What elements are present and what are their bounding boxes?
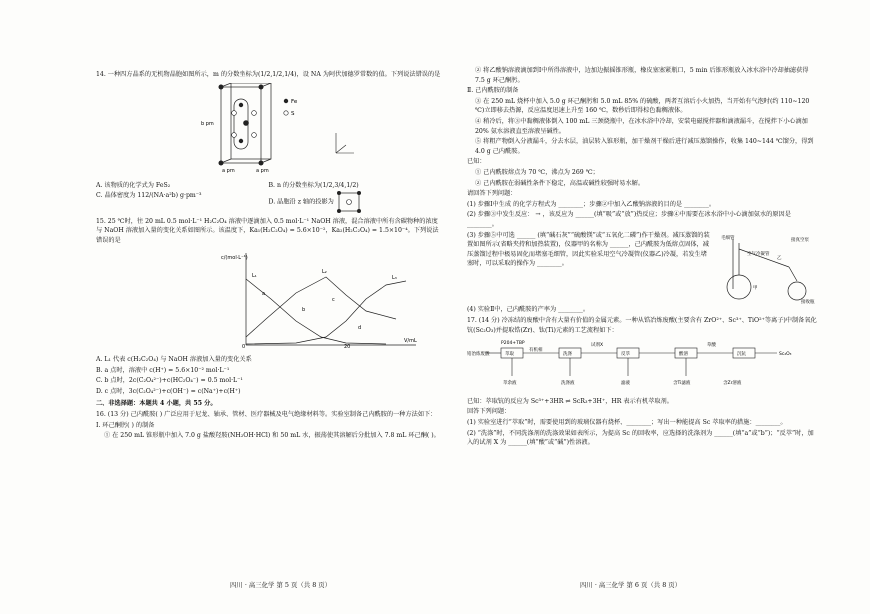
q16-known-title: 已知： [467, 158, 486, 166]
label-jia: 甲 [753, 285, 758, 291]
q14-option-d-text: D. 晶胞沿 z 轴的投影为 [268, 198, 334, 206]
q16-sub-2: (2) 步骤③中发生反应： → ，该反应为 ______(填“吸”或“放”)热反应；步骤④中需要在冰水浴中小心滴加氨水的原因是 ________。 [467, 211, 791, 228]
q17-answer-intro: 回答下列问题： [467, 408, 511, 416]
flow-extract: 萃取 [505, 352, 514, 358]
point-b: b [302, 306, 306, 313]
flow-filtrate: 滤液 [621, 381, 630, 387]
right-column [467, 66, 819, 449]
q16-part1-title: Ⅰ. 环己酮肟( ) 的制备 [96, 421, 155, 429]
c-axis-label: b pm [201, 120, 214, 127]
crystal-cell-figure [96, 83, 441, 175]
label-vacuum: 接真空泵 [791, 237, 809, 243]
flow-ti: 含Ti滤液 [673, 381, 691, 387]
q15-option-d: D. c 点时，3c(C₂O₄²⁻)+c(OH⁻) = c(Na⁺)+c(H⁺) [96, 387, 241, 395]
q15-option-b: B. a 点时，溶液中 c(H⁺) = 5.6×10⁻² mol·L⁻¹ [96, 366, 230, 374]
q16-step2: ② 将乙酸钠溶液滴加到Ⅰ中所得溶液中，边加边振摇锥形瓶，橡皮塞塞紧瓶口，5 min 后锥形瓶放入冰水浴中冷却抽滤获得 7.5 g 环己酮肟。 [475, 67, 809, 84]
q16-sub-3: (3) 步骤⑤中可选 ______ (填“碱石灰”“硫酸镁”或“五氧化二磷”)作干燥剂。减压蒸馏的装置如图所示(省略夹持和加热装置)，仪器甲的名称为 ______，己内酰胺为低熔点固体，减压蒸馏过程中极易固化而堵塞毛细管，因此实验采用空气冷凝管(仪器乙)冷凝，若发生堵塞时，可以采取的操作为 ________。 [467, 231, 710, 268]
legend-fe: Fe [291, 98, 298, 105]
q14-option-d [269, 191, 442, 213]
q16-sub-1: (1) 步骤Ⅰ中生成 的化学方程式为 ________；步骤②中加入乙酸钠溶液的目的是 ________。 [467, 200, 716, 208]
q16-sub-4: (4) 实验Ⅱ中，己内酰胺的产率为 ________。 [467, 305, 590, 313]
q15-stem: 15. 25 ℃时，往 20 mL 0.5 mol·L⁻¹ H₂C₂O₄ 溶液中逐滴加入 0.5 mol·L⁻¹ NaOH 溶液，混合溶液中所有含碳物种的浓度与 NaOH 溶液加入量的变化关系如图所示。该温度下，Ka₁(H₂C₂O₄) = 5.6×10⁻²，Ka₂(H₂C₂O₄) = 1.5×10⁻⁴。下列说法错误的是 [96, 217, 439, 244]
curve-l2: L₂ [322, 268, 327, 275]
q16-step3: ③ 在 250 mL 烧杯中加入 5.0 g 环己酮肟和 5.0 mL 85% 的硫酸，两者互溶后小火加热，当开始有气泡时(约 110~120 ℃)立即移去热源，反应温度迅速上升至 160 ℃，数秒后即得棕色黏稠液体。 [475, 97, 810, 115]
point-a: a [262, 290, 266, 297]
left-page-footer: 四川 · 高三化学 第 5 页（共 8 页） [230, 581, 332, 589]
flow-oxalic: 草酸 [707, 343, 716, 349]
x-tick-0: 0 [242, 343, 246, 349]
q17-sub-1: (1) 实验室进行“萃取”时，需要使用到的玻璃仪器有烧杯、________；写出一种能提高 Sc 萃取率的措施：________。 [467, 419, 787, 427]
concentration-graph [96, 249, 441, 349]
q16-known-1: ① 己内酰胺熔点为 70 ℃，沸点为 269 ℃； [475, 168, 599, 176]
q15-graph [96, 249, 441, 353]
q17-sub-2: (2) “洗涤”时，不同洗涤剂的洗涤效果如表所示，为提高 Sc 的回收率，应选择的洗涤剂为 ______(填“a”或“b”)；“反萃”时，加入的试剂 X 为 ______(填“酸”或“碱”)性溶液。 [467, 429, 814, 447]
x-tick-20: 20 [344, 343, 351, 349]
q15-option-c: C. b 点时，2c(C₂O₄²⁻)+c(HC₂O₄⁻) = 0.5 mol·L⁻¹ [96, 377, 243, 385]
right-page-footer: 四川 · 高三化学 第 6 页（共 8 页） [580, 581, 682, 589]
q14-option-b: B. n 的分数坐标为(1/2,3/4,1/2) [268, 182, 359, 190]
projection-icon [336, 191, 362, 213]
q14-option-c: C. 晶体密度为 112/(NA·a²b) g·pm⁻³ [96, 191, 202, 199]
q16-step5: ⑤ 将粗产物倒入分液漏斗，分去水层，油层转入锥形瓶，加干燥剂干燥后进行减压蒸馏操作，收集 140~144 ℃馏分，得到 4.0 g 己内酰胺。 [475, 138, 814, 155]
q16-part2-title: Ⅱ. 己内酰胺的制备 [467, 87, 519, 95]
q16-answer-intro: 请回答下列问题： [467, 190, 517, 198]
flow-precipitate: 沉钪 [737, 352, 746, 358]
label-receiver: 接收瓶 [801, 299, 815, 305]
curve-l3: L₃ [392, 274, 397, 281]
flow-feed: 锆冶炼废酸 [467, 352, 490, 358]
flow-wash-liquor: 洗涤液 [561, 381, 575, 387]
distillation-apparatus [719, 231, 819, 305]
label-capillary: 毛细管 [721, 235, 735, 241]
q17-note: 已知：萃取钪的反应为 Sc³⁺+3HR ⇌ ScR₃+3H⁺，HR 表示有机萃取剂。 [467, 397, 673, 405]
a-axis-label: a pm [222, 167, 235, 174]
flow-raffinate: 萃余液 [503, 381, 517, 387]
q16-step4: ④ 稍冷后，将③中黏稠液体倒入 100 mL 三颈烧瓶中，在冰水浴中冷却，安装电磁搅拌器和滴液漏斗，在搅拌下小心滴加 20% 氨水溶液直至溶液呈碱性。 [475, 117, 808, 135]
q14-stem: 14. 一种四方晶系的无机物晶胞如图所示，m 的分数坐标为(1/2,1/2,1/4)，设 NA 为阿伏加德罗常数的值。下列说法错误的是 [96, 71, 441, 78]
left-column [96, 70, 441, 442]
flow-zr: 含Zr溶液 [723, 381, 742, 387]
q17-stem: 17. (14 分) 冷冻结的废酸中含有大量有价值的金属元素。一种从锆冶炼废酸(主要含有 ZrO²⁺、Sc³⁺、TiO²⁺等离子)中制备氧化钪(Sc₂O₃)并提取锆(Zr)、钛(Ti)元素的工艺流程如下： [467, 317, 817, 334]
process-flowchart [467, 338, 819, 390]
q14-options [96, 181, 441, 213]
b-axis-label: a pm [256, 167, 269, 174]
flow-reagent-x: 试剂X [591, 343, 604, 349]
flow-wash: 洗涤 [563, 352, 572, 358]
curve-l1: L₁ [252, 272, 257, 279]
label-air-condenser: 空气冷凝管 [747, 251, 770, 257]
label-yi: 乙 [777, 255, 782, 261]
flow-product: Sc₂O₃ [779, 352, 792, 358]
q14-figure [96, 83, 441, 179]
q16-stem: 16. (13 分) 己内酰胺( ) 广泛应用于尼龙、轴承、管材、医疗器械及电气绝缘材料等。实验室制备己内酰胺的一种方法如下： [96, 411, 437, 419]
q14-option-a: A. 该物质的化学式为 FeS₂ [96, 182, 171, 190]
point-d: d [358, 324, 362, 331]
q17-flowchart [467, 338, 819, 394]
legend-s: S [291, 110, 295, 117]
flow-strip: 反萃 [621, 352, 630, 358]
q16-sub-3-row [467, 231, 819, 305]
section-2-title: 二、非选择题：本题共 4 小题，共 55 分。 [96, 399, 217, 407]
point-c: c [332, 296, 335, 303]
q15-option-a: A. L₁ 代表 c(H₂C₂O₄) 与 NaOH 溶液加入量的变化关系 [96, 356, 252, 364]
x-axis-label: V/mL [404, 337, 417, 344]
q16-step1: ① 在 250 mL 锥形瓶中加入 7.0 g 盐酸羟胺(NH₂OH·HCl) 和 50 mL 水，振荡使其溶解后分批加入 7.8 mL 环己酮( )。 [104, 432, 440, 440]
flow-dissolve: 酸溶 [679, 352, 688, 358]
flow-organic: 有机相 [529, 348, 543, 354]
q16-known-2: ② 己内酰胺在弱碱性条件下稳定，高温或碱性较强时易水解。 [475, 179, 645, 187]
flow-extractant: P204+TBP [501, 341, 525, 347]
y-axis-label: c/(mol·L⁻¹) [221, 254, 248, 261]
